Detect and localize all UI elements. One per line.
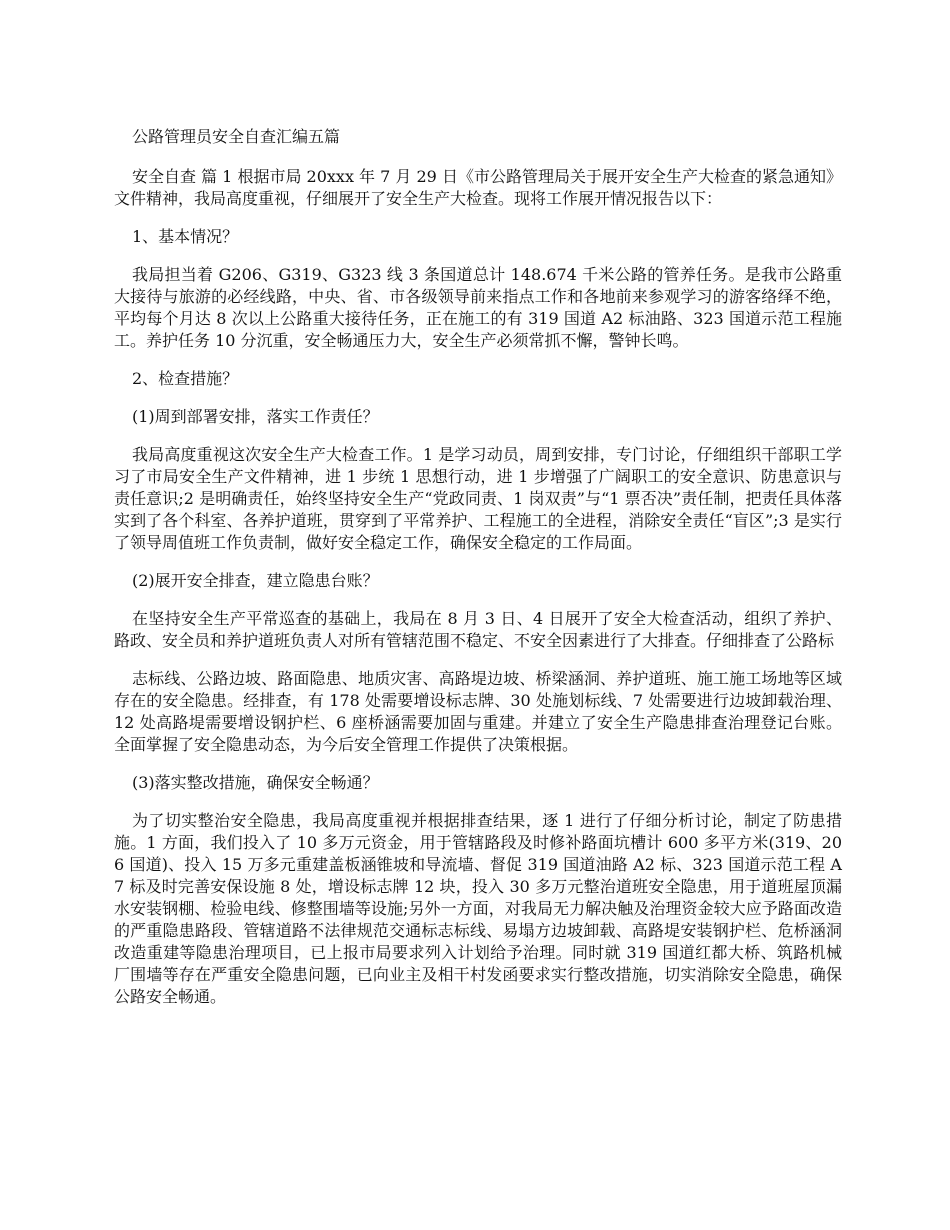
paragraph-inspection-part2: 志标线、公路边坡、路面隐患、地质灾害、高路堤边坡、桥梁涵洞、养护道班、施工施工场地等区域存在的安全隐患。经排查，有 178 处需要增设标志牌、30 处施划标线、7 处需要进行边坡卸载治理、12 处高路堤需要增设钢护栏、6 座桥涵需要加固与重建。并建立了安全生产隐患排查治理登记台账。全面掌握了安全隐患动态，为今后安全管理工作提供了决策根据。 [114, 669, 842, 754]
document-title: 公路管理员安全自查汇编五篇 [132, 127, 341, 146]
paragraph-intro: 安全自查 篇 1 根据市局 20xxx 年 7 月 29 日《市公路管理局关于展开安全生产大检查的紧急通知》文件精神，我局高度重视，仔细展开了安全生产大检查。现将工作展开情况报告以下： [114, 167, 842, 208]
subheading-deployment: (1)周到部署安排，落实工作责任？ [132, 407, 379, 426]
paragraph-inspection-part1: 在坚持安全生产平常巡查的基础上，我局在 8 月 3 日、4 日展开了安全大检查活动，组织了养护、路政、安全员和养护道班负责人对所有管辖范围不稳定、不安全因素进行了大排查。仔细排查了公路标 [114, 609, 842, 650]
subheading-inspection: (2)展开安全排查，建立隐患台账？ [132, 571, 379, 590]
heading-inspection-measures: 2、检查措施？ [132, 369, 239, 388]
subheading-rectification: (3)落实整改措施，确保安全畅通？ [132, 773, 379, 792]
paragraph-rectification: 为了切实整治安全隐患，我局高度重视并根据排查结果，逐 1 进行了仔细分析讨论，制定了防患措施。1 方面，我们投入了 10 多万元资金，用于管辖路段及时修补路面坑槽计 600 多平方米(319、206 国道)、投入 15 万多元重建盖板涵锥坡和导流墙、督促 319 国道油路 A2 标、323 国道示范工程 A7 标及时完善安保设施 8 处，增设标志牌 12 块，投入 30 多万元整治道班安全隐患，用于道班屋顶漏水安装钢棚、检验电线、修整围墙等设施;另外一方面，对我局无力解决触及治理资金较大应予路面改造的严重隐患路段、管辖道路不法律规范交通标志标线、易塌方边坡卸载、高路堤安装钢护栏、危桥涵洞改造重建等隐患治理项目，已上报市局要求列入计划给予治理。同时就 319 国道红都大桥、筑路机械厂围墙等存在严重安全隐患问题，已向业主及相干村发函要求实行整改措施，切实消除安全隐患，确保公路安全畅通。 [114, 811, 842, 1006]
heading-basic-situation: 1、基本情况？ [132, 227, 239, 246]
paragraph-basic-situation: 我局担当着 G206、G319、G323 线 3 条国道总计 148.674 千米公路的管养任务。是我市公路重大接待与旅游的必经线路，中央、省、市各级领导前来指点工作和各地前来参观学习的游客络绎不绝，平均每个月达 8 次以上公路重大接待任务，正在施工的有 319 国道 A2 标油路、323 国道示范工程施工。养护任务 10 分沉重，安全畅通压力大，安全生产必须常抓不懈，警钟长鸣。 [114, 265, 842, 350]
paragraph-deployment: 我局高度重视这次安全生产大检查工作。1 是学习动员，周到安排，专门讨论，仔细组织干部职工学习了市局安全生产文件精神，进 1 步统 1 思想行动，进 1 步增强了广阔职工的安全意识、防患意识与责任意识;2 是明确责任，始终坚持安全生产“党政同责、1 岗双责”与“1 票否决”责任制，把责任具体落实到了各个科室、各养护道班，贯穿到了平常养护、工程施工的全进程，消除安全责任“盲区”;3 是实行了领导周值班工作负责制，做好安全稳定工作，确保安全稳定的工作局面。 [114, 445, 842, 552]
document-page [114, 126, 842, 1024]
